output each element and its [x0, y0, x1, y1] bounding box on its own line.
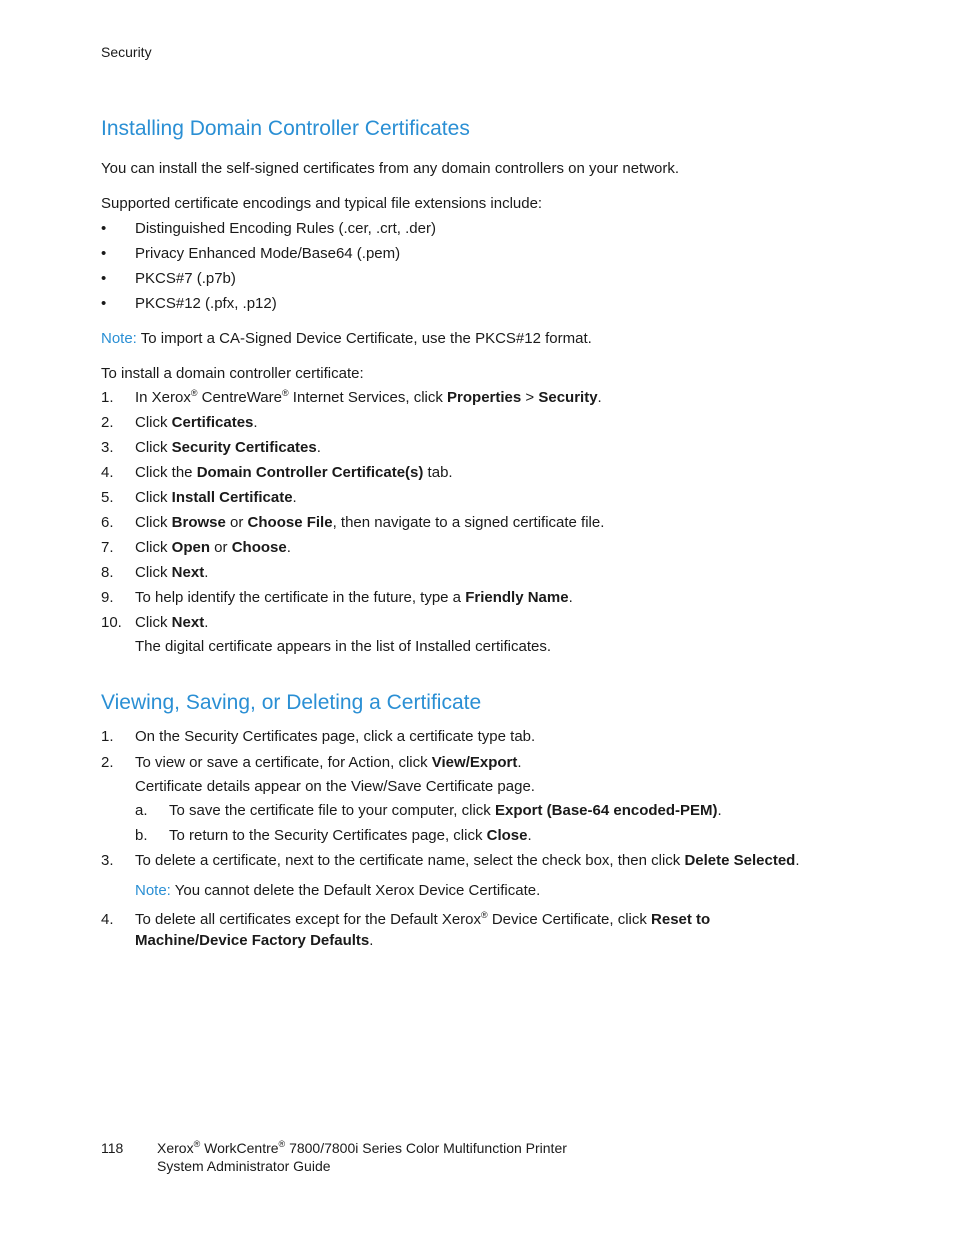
bullet-icon: • [101, 245, 107, 262]
page-number: 118 [101, 1140, 124, 1156]
steps-lead: To install a domain controller certificate: [101, 365, 364, 382]
section-heading-installing-dc-certificates: Installing Domain Controller Certificates [101, 117, 470, 140]
note-label: Note: [101, 330, 137, 347]
bullet-icon: • [101, 295, 107, 312]
encodings-lead: Supported certificate encodings and typical file extensions include: [101, 195, 543, 212]
bullet-icon: • [101, 220, 107, 237]
s2-step-4-cont: Machine/Device Factory Defaults. [135, 932, 374, 949]
step-10-result: The digital certificate appears in the list of Installed certificates. [135, 638, 552, 655]
section-heading-viewing-saving-deleting: Viewing, Saving, or Deleting a Certificate [101, 691, 482, 714]
document-page: Security Installing Domain Controller Certificates You can install the self-signed certificates from any domain controllers on your network. Supported certificate encodings and typical file extensions include: • Distinguished Encoding Rules (.cer, .crt, .der) • Privacy Enhanced Mode/Base64 (.pem) • PKCS#7 (.p7b) • PKCS#12 (.pfx, .p12) Note: To import a CA-Signed Device Certificate, use the PKCS#12 format. To install a domain controller certificate: 1. In Xerox® CentreWare® Internet Services, click Properties > Security. 2. Click Certificates. 3. Click Security Certificates. 4. Click the Domain Controller Certificate(s) tab. 5. Click Install Certificate. 6. Click Browse or Choose File, then navigate to a signed certificate file. 7. Click Open or Choose. 8. Click Next. 9. To help identify the certificate in the future, type a Friendly Name. 10. Click Next. The digital certificate appears in the list of Installed certificates. Viewing, Saving, or Deleting a Certificate 1. On the Security Certificates page, click a certificate type tab. 2. To view or save a certificate, for Action, click View/Export. Certificate details appear on the View/Save Certificate page. a. To save the certificate file to your computer, click Export (Base-64 encoded-PEM). b. To return to the Security Certificates page, click Close. 3. To delete a certificate, next to the certificate name, select the check box, then click Delete Selected. Note: You cannot delete the Default Xerox Device Certificate. 4. To delete all certificates except for the Default Xerox® Device Certificate, click Reset to Machine/Device Factory Defaults. 118 Xerox® WorkCentre® 7800/7800i Series Color Multifunction Printer System Administrator Guide [101, 44, 800, 1174]
s2-note: Note: You cannot delete the Default Xerox Device Certificate. [135, 882, 541, 899]
intro-paragraph: You can install the self-signed certificates from any domain controllers on your network. [101, 160, 680, 177]
note-label: Note: [135, 882, 171, 899]
note-paragraph: Note: To import a CA-Signed Device Certificate, use the PKCS#12 format. [101, 330, 592, 347]
bullet-icon: • [101, 270, 107, 287]
s2-step-2-detail: Certificate details appear on the View/Save Certificate page. [135, 778, 535, 795]
running-header: Security [101, 44, 152, 60]
footer-guide-title: System Administrator Guide [157, 1158, 331, 1174]
footer-product-line: Xerox® WorkCentre® 7800/7800i Series Color Multifunction Printer [157, 1139, 567, 1156]
